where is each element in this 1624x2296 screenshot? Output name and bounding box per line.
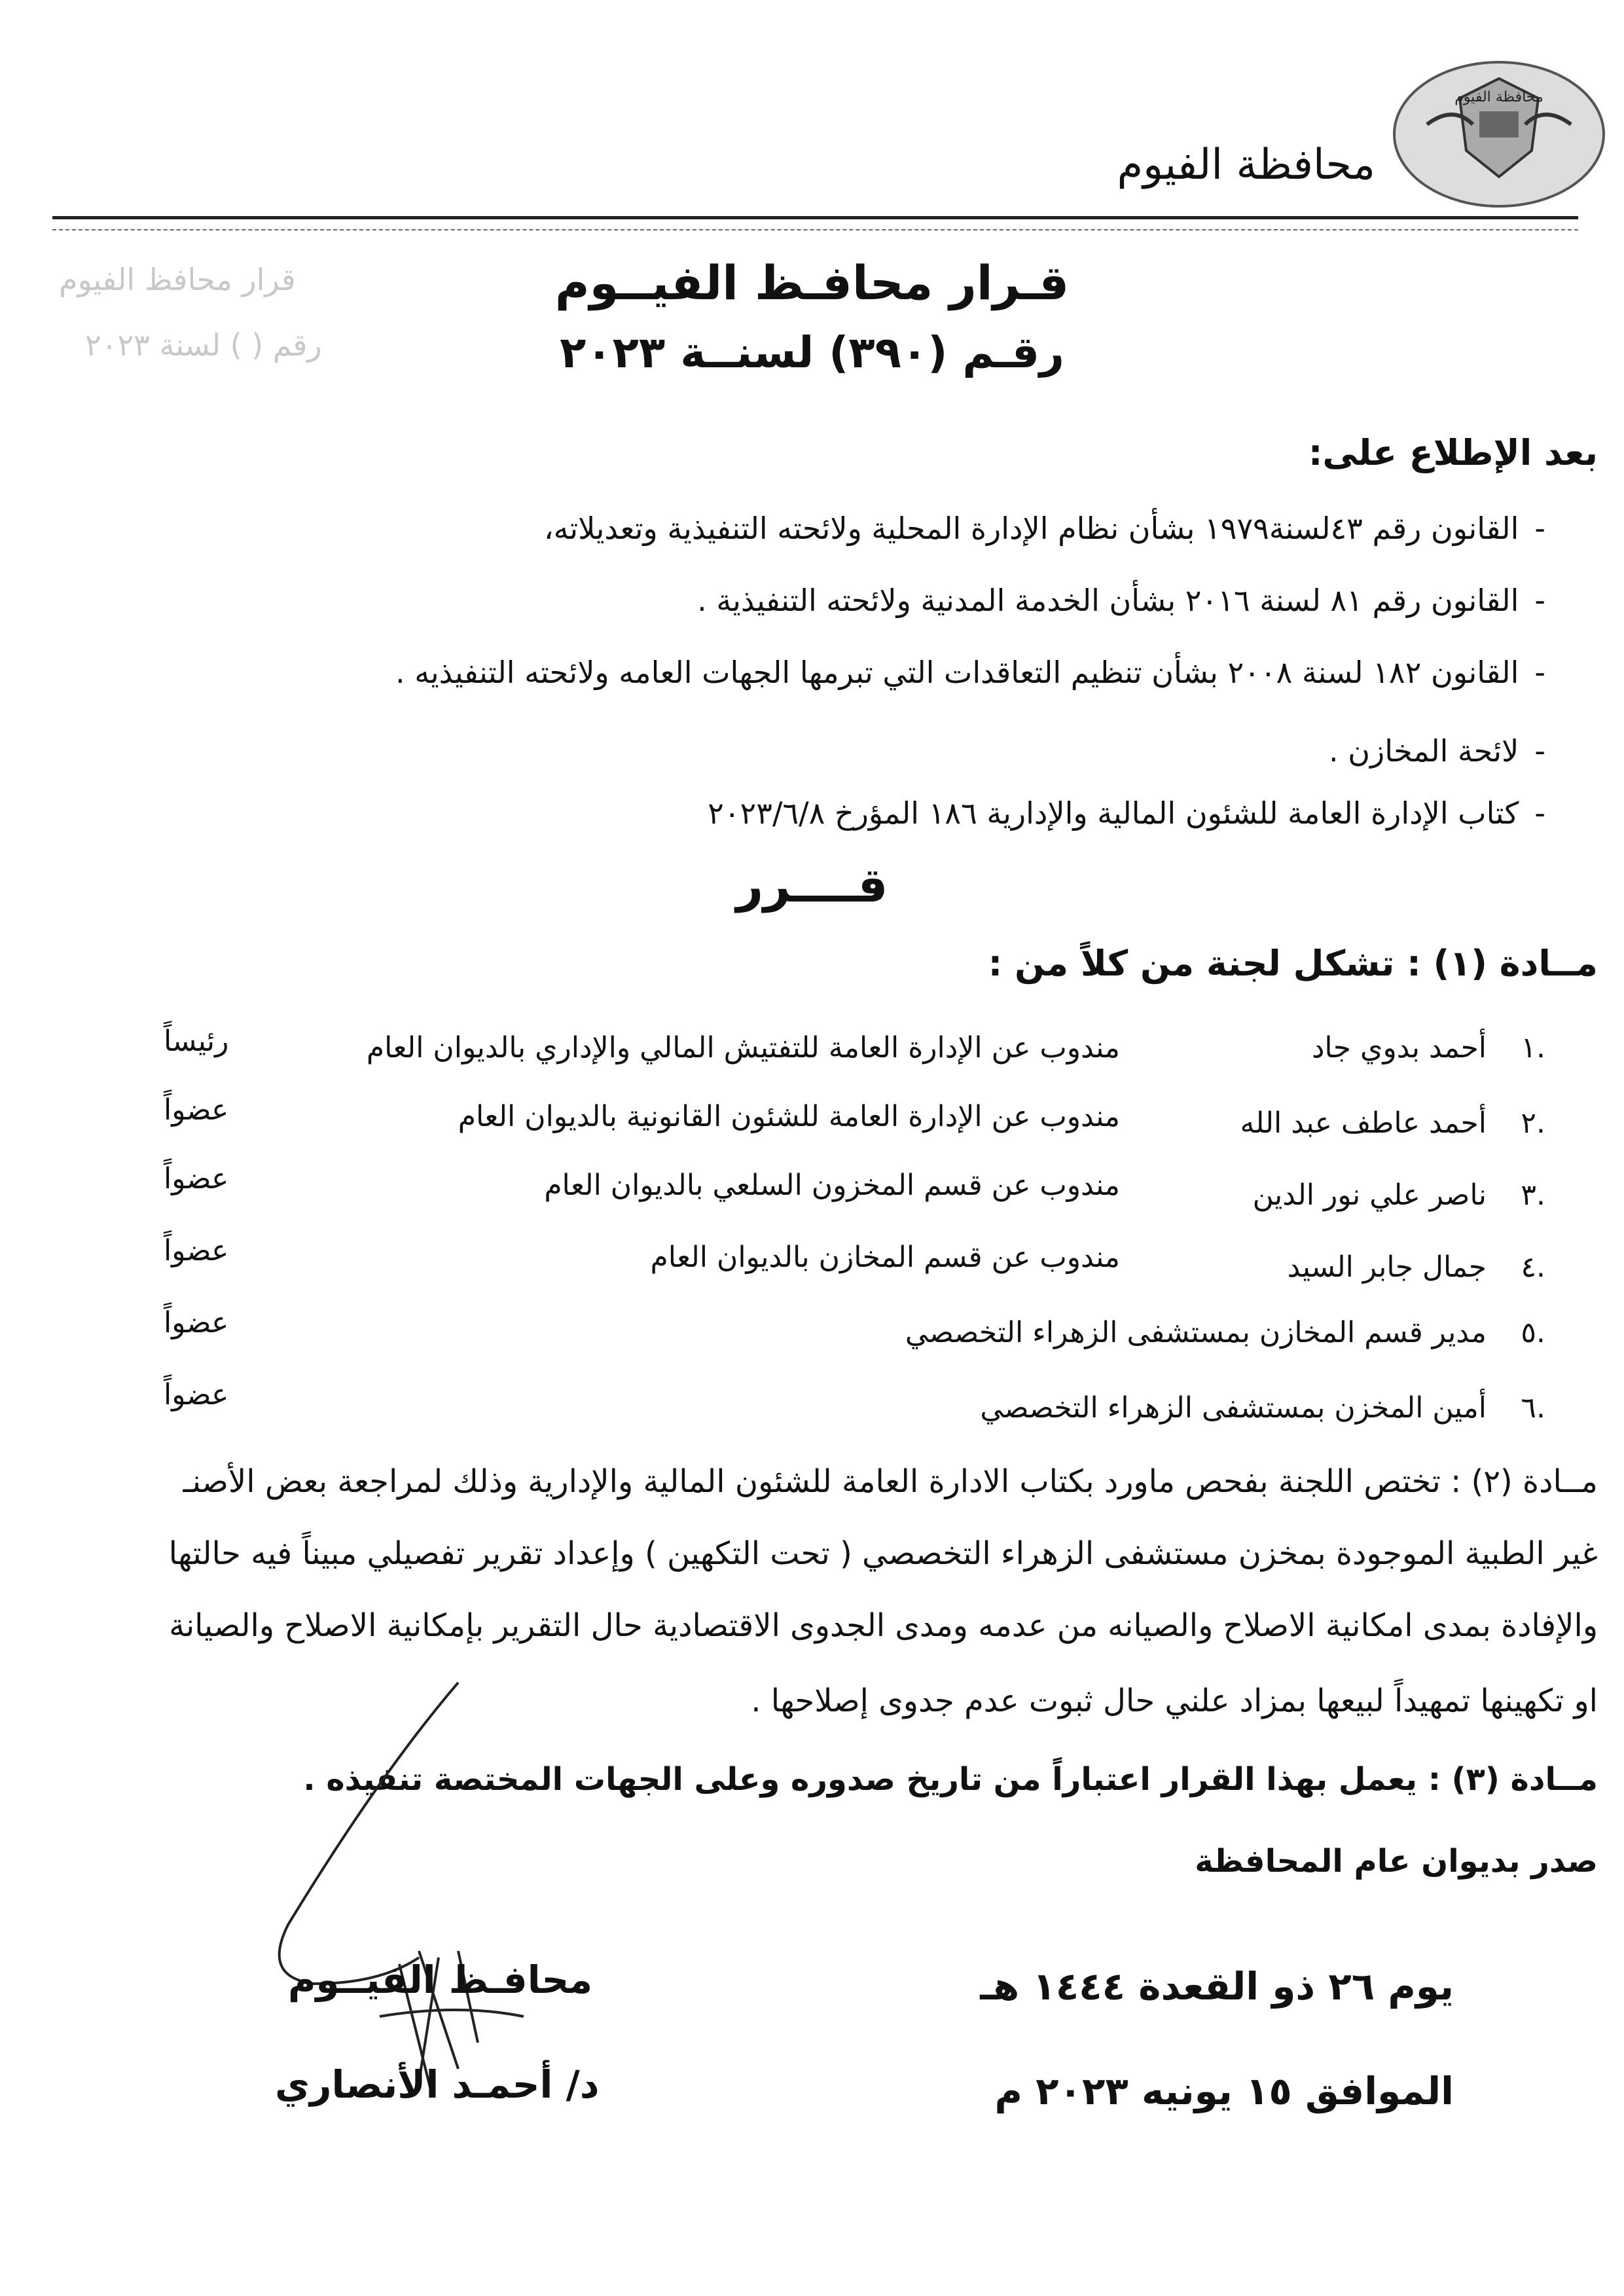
gregorian-date: الموافق ١٥ يونيه ٢٠٢٣ م: [994, 2069, 1454, 2113]
member-number: ٥.: [1521, 1316, 1545, 1349]
hijri-date: يوم ٢٦ ذو القعدة ١٤٤٤ هـ: [980, 1964, 1454, 2009]
article-2-line: والإفادة بمدى امكانية الاصلاح والصيانه من عدمه ومدى الجدوى الاقتصادية حال التقرير بإمكانية الاصلاح والصيانة: [169, 1607, 1598, 1644]
header-divider: [52, 216, 1578, 219]
bullet-dash: -: [1534, 733, 1545, 769]
preamble-item: -القانون رقم ٤٣لسنة١٩٧٩ بشأن نظام الإدارة المحلية ولائحته التنفيذية وتعديلاته،: [543, 511, 1545, 546]
member-status: عضواً: [164, 1378, 229, 1412]
preamble-item: -لائحة المخازن .: [1329, 733, 1545, 769]
member-role: مندوب عن قسم المخازن بالديوان العام: [650, 1241, 1120, 1274]
bullet-dash: -: [1534, 795, 1545, 831]
member-name: أمين المخزن بمستشفى الزهراء التخصصي: [980, 1391, 1487, 1425]
preamble-item: -كتاب الإدارة العامة للشئون المالية والإدارية ١٨٦ المؤرخ ٢٠٢٣/٦/٨: [708, 795, 1545, 831]
article-1-heading: مــادة (١) : تشكل لجنة من كلاً من :: [988, 943, 1598, 984]
member-status: عضواً: [164, 1306, 229, 1339]
svg-text:محافظة الفيوم: محافظة الفيوم: [1454, 89, 1543, 105]
member-role: مندوب عن الإدارة العامة للشئون القانونية بالديوان العام: [458, 1100, 1120, 1133]
member-role: مندوب عن قسم المخزون السلعي بالديوان العام: [544, 1169, 1120, 1202]
preamble-item: -القانون رقم ٨١ لسنة ٢٠١٦ بشأن الخدمة المدنية ولائحته التنفيذية .: [697, 583, 1545, 618]
bullet-dash: -: [1534, 583, 1545, 618]
decision-heading: قــــرر: [736, 858, 888, 913]
article-3: مــادة (٣) : يعمل بهذا القرار اعتباراً من تاريخ صدوره وعلى الجهات المختصة تنفيذه .: [303, 1761, 1598, 1798]
bullet-dash: -: [1534, 655, 1545, 690]
governorate-name: محافظة الفيوم: [1117, 141, 1375, 189]
member-number: ٦.: [1521, 1391, 1545, 1425]
member-number: ٤.: [1521, 1250, 1545, 1284]
faded-line-2: رقم ( ) لسنة ٢٠٢٣: [85, 327, 322, 363]
member-number: ٣.: [1521, 1178, 1545, 1212]
member-name: ناصر علي نور الدين: [1252, 1178, 1487, 1212]
member-name: أحمد بدوي جاد: [1311, 1031, 1487, 1065]
signatory-name: د/ أحمـد الأنصاري: [275, 2062, 600, 2107]
article-2-line: او تكهينها تمهيداً لبيعها بمزاد علني حال ثبوت عدم جدوى إصلاحها .: [751, 1683, 1598, 1719]
member-status: عضواً: [164, 1093, 229, 1127]
preamble-heading: بعد الإطلاع على:: [1308, 432, 1598, 473]
member-number: ١.: [1521, 1031, 1545, 1065]
member-role: مندوب عن الإدارة العامة للتفتيش المالي والإداري بالديوان العام: [366, 1031, 1120, 1065]
header-divider-dashed: [52, 229, 1578, 230]
member-name: مدير قسم المخازن بمستشفى الزهراء التخصصي: [905, 1316, 1487, 1349]
signatory-title: محافـظ الفيــوم: [288, 1958, 593, 2002]
member-name: جمال جابر السيد: [1287, 1250, 1487, 1284]
preamble-item: -القانون ١٨٢ لسنة ٢٠٠٨ بشأن تنظيم التعاقدات التي تبرمها الجهات العامه ولائحته التنفيذيه .: [395, 655, 1545, 690]
member-status: رئيساً: [164, 1025, 229, 1058]
issuance-place: صدر بديوان عام المحافظة: [1195, 1843, 1598, 1880]
decree-number: رقـم (٣٩٠) لسنــة ٢٠٢٣: [560, 327, 1064, 378]
member-status: عضواً: [164, 1162, 229, 1195]
article-2-line: مــادة (٢) : تختص اللجنة بفحص ماورد بكتاب الادارة العامة للشئون المالية والإدارية وذلك لمراجعة بعض الأصنـ: [183, 1463, 1598, 1500]
bullet-dash: -: [1534, 511, 1545, 546]
decree-title: قـرار محافـظ الفيــوم: [554, 255, 1070, 310]
article-2-line: غير الطبية الموجودة بمخزن مستشفى الزهراء التخصصي ( تحت التكهين ) وإعداد تقرير تفصيلي مبيناً فيه حالتها: [168, 1535, 1598, 1572]
faded-line-1: قرار محافظ الفيوم: [59, 262, 296, 297]
member-status: عضواً: [164, 1234, 229, 1267]
member-name: أحمد عاطف عبد الله: [1240, 1106, 1487, 1140]
member-number: ٢.: [1521, 1106, 1545, 1140]
governorate-emblem: [1388, 52, 1610, 216]
